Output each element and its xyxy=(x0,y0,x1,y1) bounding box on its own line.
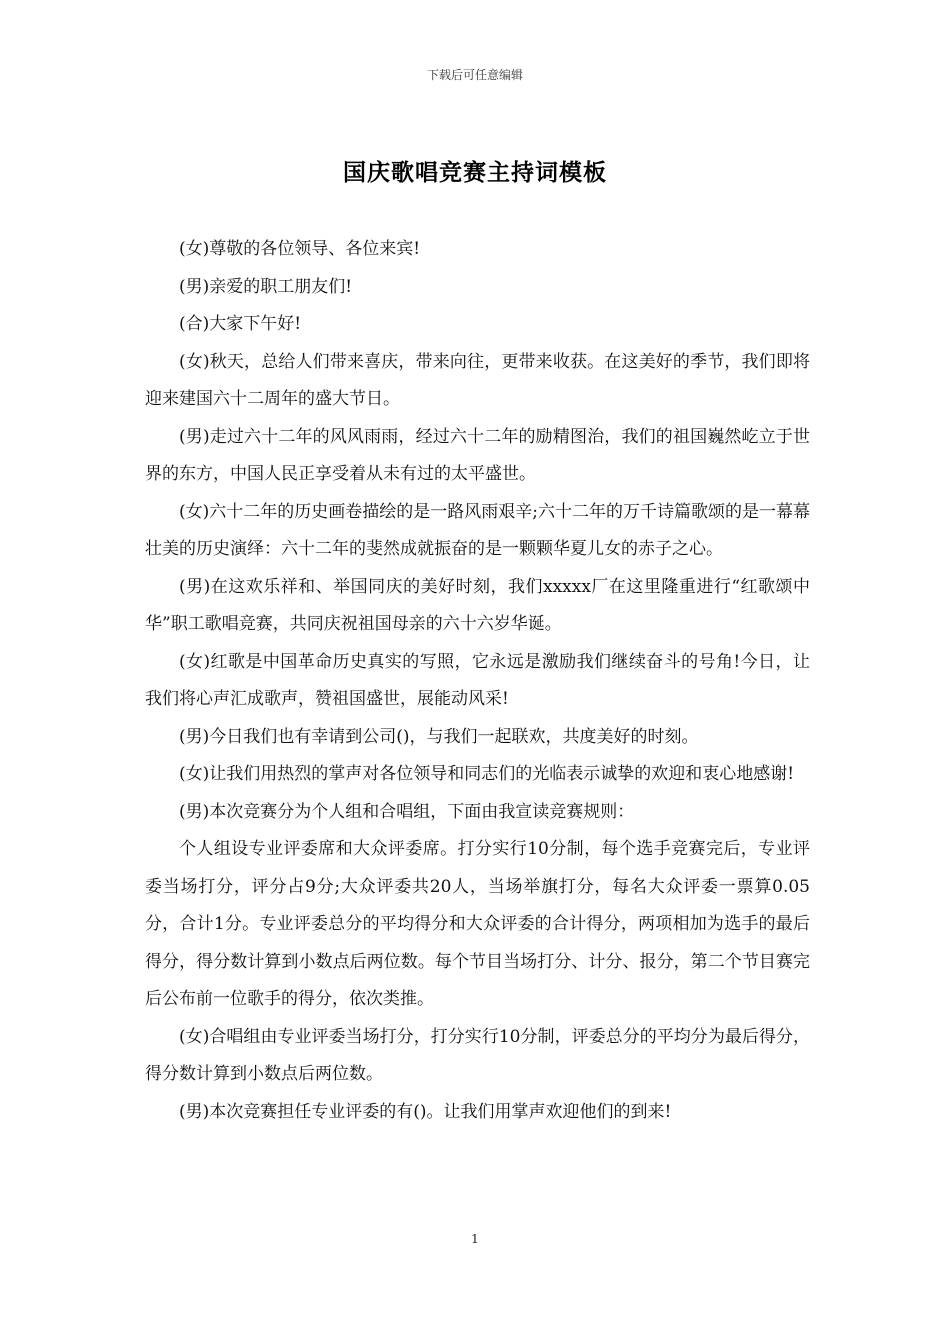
paragraph: (男)在这欢乐祥和、举国同庆的美好时刻，我们xxxxx厂在这里隆重进行“红歌颂中华”职工歌唱竞赛，共同庆祝祖国母亲的六十六岁华诞。 xyxy=(145,576,810,634)
paragraph: (女)合唱组由专业评委当场打分，打分实行10分制，评委总分的平均分为最后得分，得分数计算到小数点后两位数。 xyxy=(145,1026,810,1084)
paragraph: (女)秋天，总给人们带来喜庆，带来向往，更带来收获。在这美好的季节，我们即将迎来建国六十二周年的盛大节日。 xyxy=(145,351,810,409)
page-number: 1 xyxy=(471,1232,479,1246)
paragraph: (男)本次竞赛分为个人组和合唱组，下面由我宣读竞赛规则： xyxy=(179,801,635,822)
paragraph: (女)红歌是中国革命历史真实的写照，它永远是激励我们继续奋斗的号角!今日，让我们将心声汇成歌声，赞祖国盛世，展能动风采! xyxy=(145,651,810,709)
paragraph: (女)尊敬的各位领导、各位来宾! xyxy=(179,239,421,259)
document-title: 国庆歌唱竞赛主持词模板 xyxy=(343,159,607,186)
paragraph: (男)亲爱的职工朋友们! xyxy=(179,276,353,297)
paragraph: (男)本次竞赛担任专业评委的有()。让我们用掌声欢迎他们的到来! xyxy=(179,1101,672,1122)
paragraph: (男)今日我们也有幸请到公司()，与我们一起联欢，共度美好的时刻。 xyxy=(179,726,699,747)
paragraph: (合)大家下午好! xyxy=(179,314,302,334)
paragraph: 个人组设专业评委席和大众评委席。打分实行10分制，每个选手竞赛完后，专业评委当场打分，评分占9分;大众评委共20人，当场举旗打分，每名大众评委一票算0.05分，合计1分。专业评委总分的平均得分和大众评委的合计得分，两项相加为选手的最后得分，得分数计算到小数点后两位数。每个节目当场打分、计分、报分，第二个节目赛完后公布前一位歌手的得分，依次类推。 xyxy=(145,839,810,1009)
paragraph: (女)六十二年的历史画卷描绘的是一路风雨艰辛;六十二年的万千诗篇歌颂的是一幕幕壮美的历史演绎：六十二年的斐然成就振奋的是一颗颗华夏儿女的赤子之心。 xyxy=(145,501,810,559)
document-body xyxy=(145,231,810,1131)
page-header-note: 下载后可任意编辑 xyxy=(426,68,523,82)
paragraph: (女)让我们用热烈的掌声对各位领导和同志们的光临表示诚挚的欢迎和衷心地感谢! xyxy=(179,764,795,784)
paragraph: (男)走过六十二年的风风雨雨，经过六十二年的励精图治，我们的祖国巍然屹立于世界的东方，中国人民正享受着从未有过的太平盛世。 xyxy=(145,426,810,484)
